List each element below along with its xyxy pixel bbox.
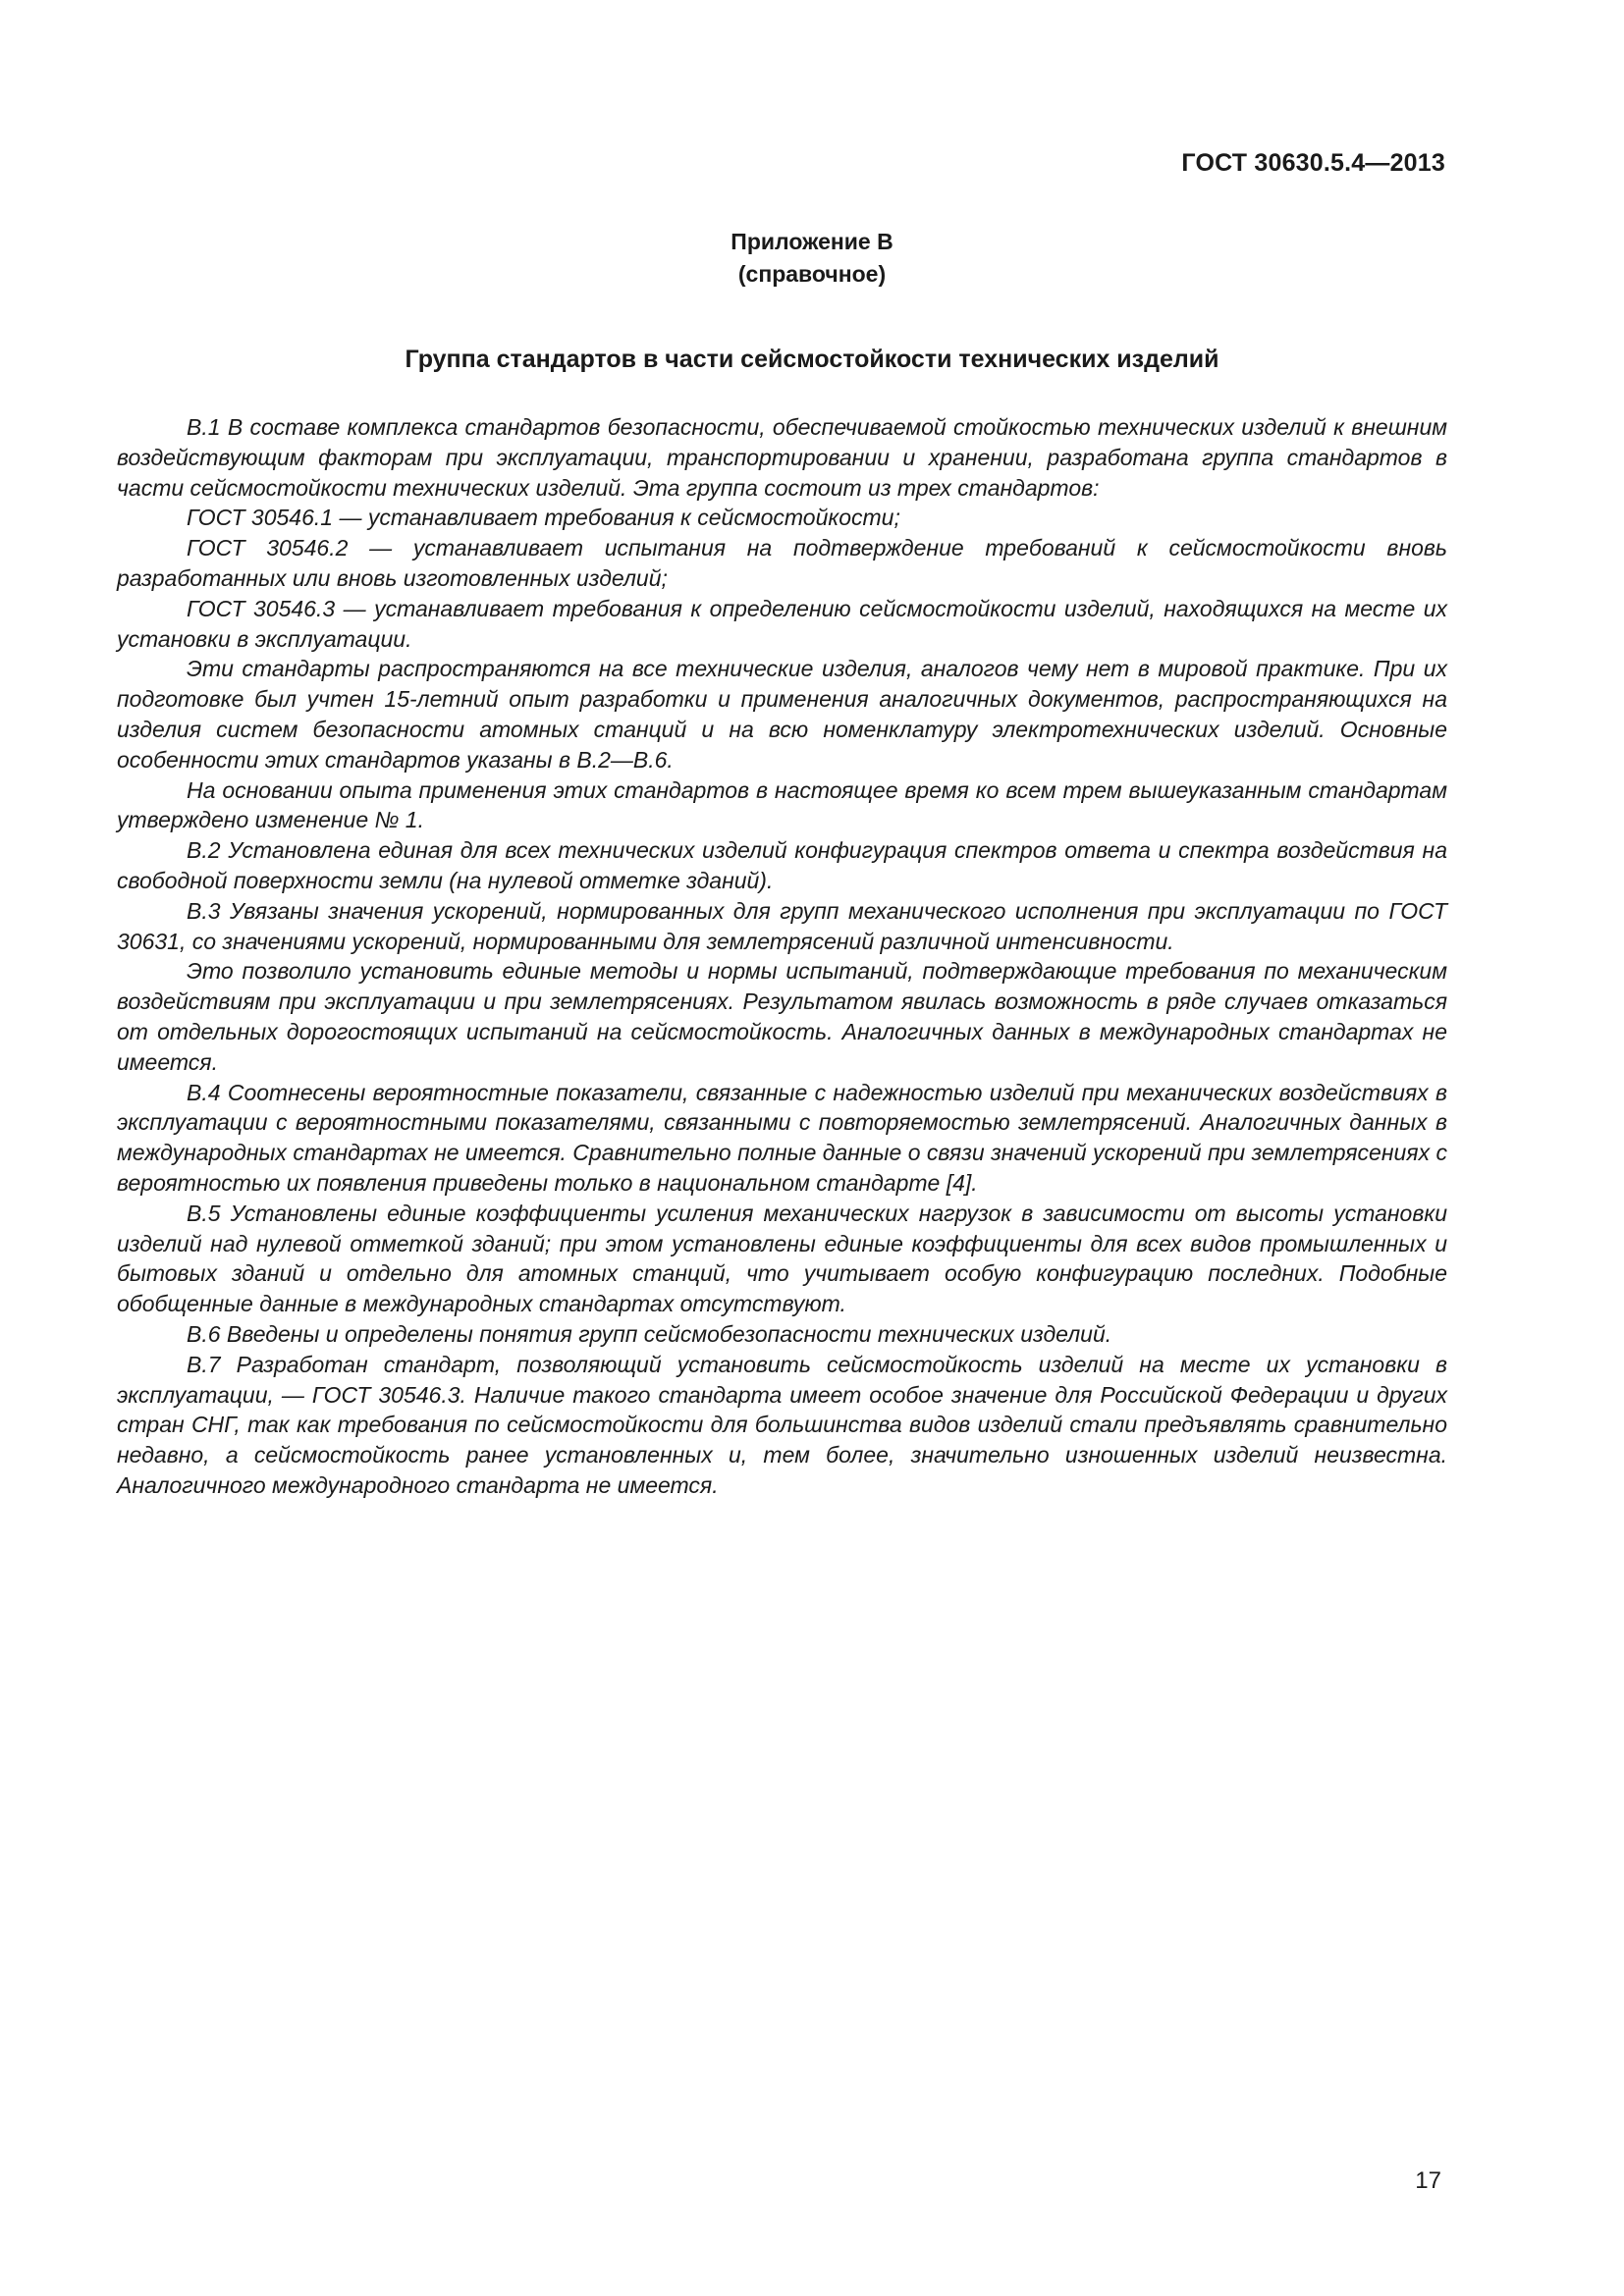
paragraph: В.2 Установлена единая для всех технических изделий конфигурация спектров ответа и спектра воздействия на свободной поверхности земли (на нулевой отметке зданий). [117,837,1447,893]
paragraph: Это позволило установить единые методы и нормы испытаний, подтверждающие требования по механическим воздействиям при эксплуатации и при землетрясениях. Результатом явилась возможность в ряде случаев отказаться от отдельных дорогостоящих испытаний на сейсмостойкость. Аналогичных данных в международных стандартах не имеется. [117,958,1447,1075]
paragraph: В.1 В составе комплекса стандартов безопасности, обеспечиваемой стойкостью технических изделий к внешним воздействующим факторам при эксплуатации, транспортировании и хранении, разработана группа стандартов в части сейсмостойкости технических изделий. Эта группа состоит из трех стандартов: [117,414,1447,501]
page-number: 17 [1415,2167,1441,2194]
paragraph: ГОСТ 30546.3 — устанавливает требования к определению сейсмостойкости изделий, находящихся на месте их установки в эксплуатации. [117,595,1447,652]
body-text [117,412,1447,1501]
paragraph: В.5 Установлены единые коэффициенты усиления механических нагрузок в зависимости от высоты установки изделий над нулевой отметкой зданий; при этом установлены единые коэффициенты для всех видов промышленных и бытовых зданий и отдельно для атомных станций, что учитывает особую конфигурацию последних. Подобные обобщенные данные в международных стандартах отсутствуют. [117,1200,1447,1317]
document-code: ГОСТ 30630.5.4—2013 [1181,149,1445,177]
paragraph: Эти стандарты распространяются на все технические изделия, аналогов чему нет в мировой практике. При их подготовке был учтен 15-летний опыт разработки и применения аналогичных документов, распространяющихся на изделия систем безопасности атомных станций и на всю номенклатуру электротехнических изделий. Основные особенности этих стандартов указаны в В.2—В.6. [117,656,1447,773]
annex-type: (справочное) [737,261,887,287]
paragraph: В.3 Увязаны значения ускорений, нормированных для групп механического исполнения при эксплуатации по ГОСТ 30631, со значениями ускорений, нормированными для землетрясений различной интенсивности. [117,897,1447,954]
paragraph: На основании опыта применения этих стандартов в настоящее время ко всем трем вышеуказанным стандартам утверждено изменение № 1. [117,776,1447,833]
section-title: Группа стандартов в части сейсмостойкости технических изделий [405,346,1219,373]
paragraph: В.6 Введены и определены понятия групп сейсмобезопасности технических изделий. [187,1320,1112,1347]
paragraph: В.7 Разработан стандарт, позволяющий установить сейсмостойкость изделий на месте их установки в эксплуатации, — ГОСТ 30546.3. Наличие такого стандарта имеет особое значение для Российской Федерации и других стран СНГ, так как требования по сейсмостойкости для большинства видов изделий стали предъявлять сравнительно недавно, а сейсмостойкость ранее установленных и, тем более, значительно изношенных изделий неизвестна. Аналогичного международного стандарта не имеется. [117,1351,1447,1498]
annex-heading [0,226,1624,291]
paragraph: ГОСТ 30546.2 — устанавливает испытания на подтверждение требований к сейсмостойкости вновь разработанных или вновь изготовленных изделий; [117,535,1447,591]
paragraph: В.4 Соотнесены вероятностные показатели, связанные с надежностью изделий при механических воздействиях в эксплуатации с вероятностными показателями, связанными с повторяемостью землетрясений. Аналогичных данных в международных стандартах не имеется. Сравнительно полные данные о связи значений ускорений при землетрясениях с вероятностью их появления приведены только в национальном стандарте [4]. [117,1079,1447,1196]
paragraph: ГОСТ 30546.1 — устанавливает требования к сейсмостойкости; [187,505,900,531]
annex-title: Приложение В [731,229,893,254]
